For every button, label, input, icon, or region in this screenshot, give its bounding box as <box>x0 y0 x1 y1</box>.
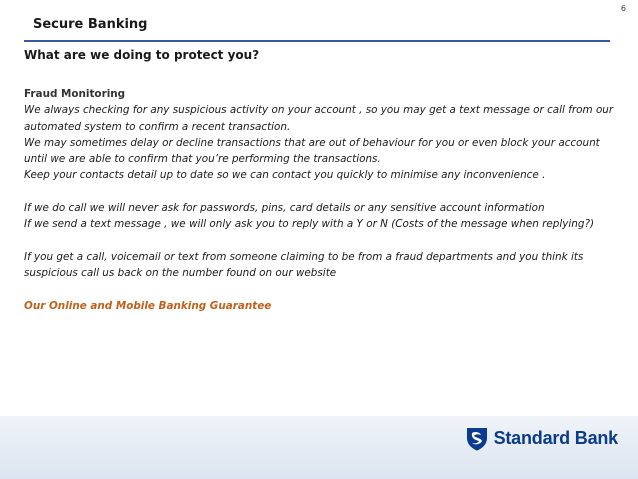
spacer <box>24 233 614 249</box>
paragraph-delay: We may sometimes delay or decline transactions that are out of behaviour for you or even block your account until we are able to confirm that you’re performing the transactions. <box>24 136 600 166</box>
page-number: 6 <box>620 4 626 13</box>
paragraph-checking: We always checking for any suspicious activity on your account , so you may get a text message or call from our automated system to confirm a recent transaction. <box>24 104 614 133</box>
logo-text: Standard Bank <box>493 428 618 448</box>
paragraph-suspicious-call: If you get a call, voicemail or text from someone claiming to be from a fraud departments and you think its suspicious call us back on the number found on our website <box>24 250 584 280</box>
section-heading: Fraud Monitoring <box>24 88 126 100</box>
title-divider <box>24 40 610 42</box>
shield-logo-icon <box>466 426 488 451</box>
slide-subtitle: What are we doing to protect you? <box>24 48 260 62</box>
spacer <box>24 282 614 298</box>
standard-bank-logo <box>466 426 618 451</box>
spacer <box>24 184 614 200</box>
body-content <box>24 86 614 314</box>
slide-title: Secure Banking <box>33 17 148 32</box>
guarantee-heading: Our Online and Mobile Banking Guarantee <box>24 299 272 312</box>
paragraph-never-ask: If we do call we will never ask for passwords, pins, card details or any sensitive account information <box>24 202 545 215</box>
paragraph-contacts: Keep your contacts detail up to date so we can contact you quickly to minimise any inconvenience . <box>24 169 546 182</box>
paragraph-text-message: If we send a text message , we will only ask you to reply with a Y or N (Costs of the message when replying?) <box>24 218 595 231</box>
